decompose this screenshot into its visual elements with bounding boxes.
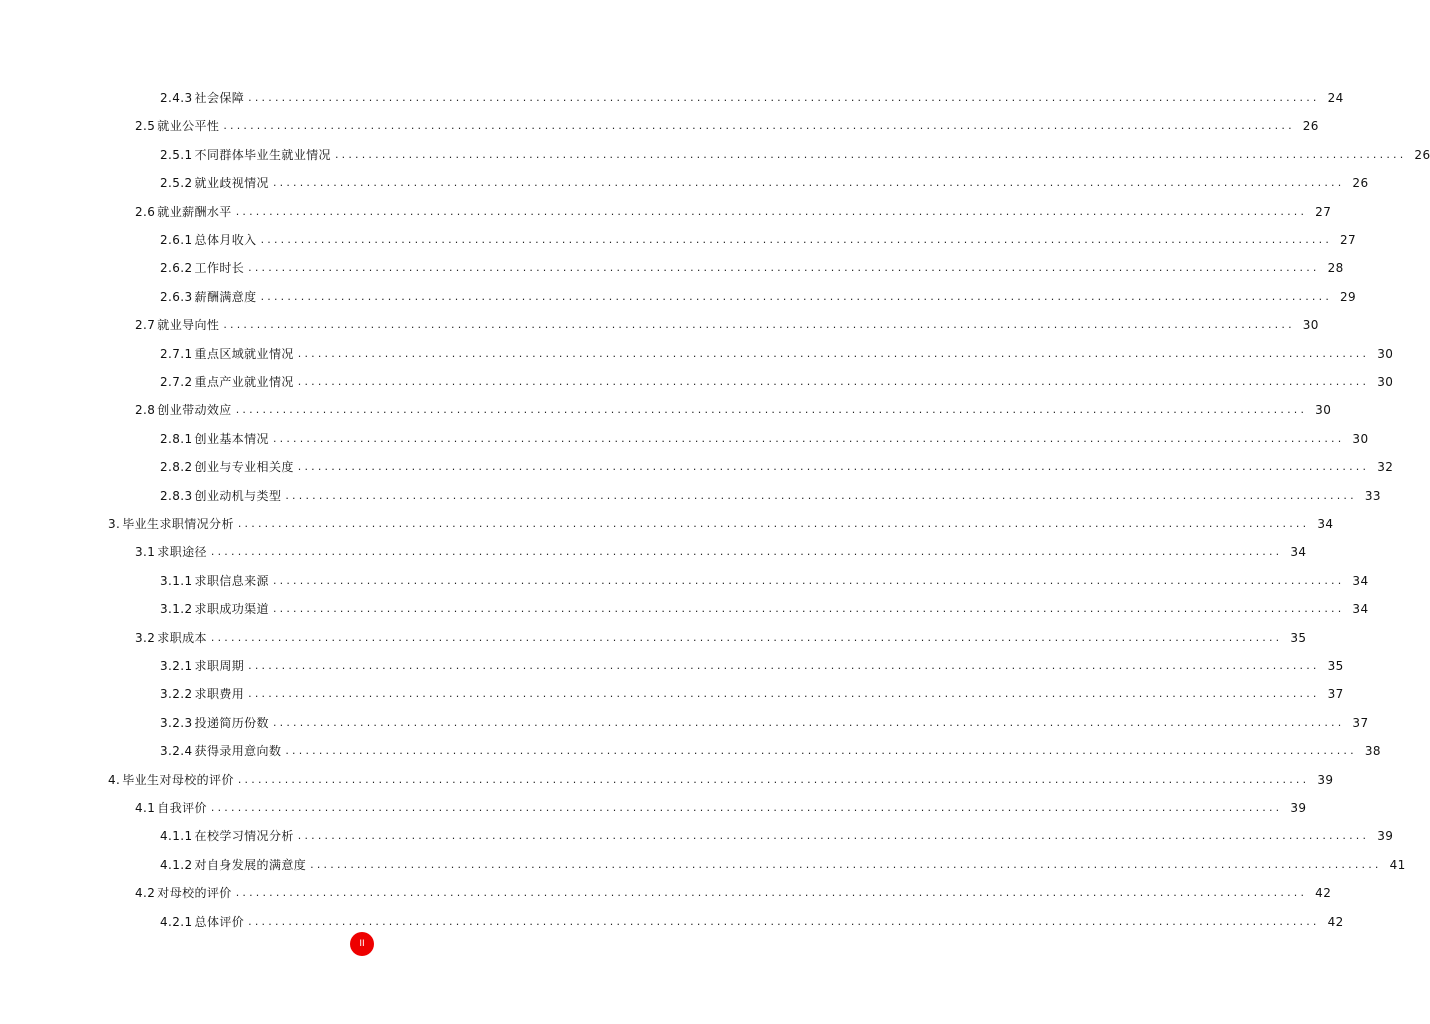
toc-entry[interactable] [160,571,1369,591]
toc-entry[interactable] [160,826,1394,846]
toc-entry[interactable] [108,770,1334,790]
toc-entry-number: 4. [108,772,121,787]
toc-dot-leader: ................................................................................................................................................................ [235,204,1308,218]
toc-dot-leader: ................................................................................................................................................................ [272,573,1345,587]
toc-entry-title: 创业动机与类型 [194,488,282,503]
toc-dot-leader: ................................................................................................................................................................ [235,886,1308,900]
toc-entry-title: 在校学习情况分析 [194,829,294,844]
toc-entry-number: 3. [108,517,121,531]
toc-entry-page: 33 [1364,488,1381,503]
toc-entry-number: 4.1 [135,801,156,815]
toc-entry[interactable] [160,258,1344,278]
toc-entry-number: 2.8 [135,403,156,418]
toc-entry-title: 就业薪酬水平 [157,204,232,219]
toc-entry[interactable] [135,202,1332,222]
toc-entry[interactable] [160,372,1394,392]
toc-dot-leader: ................................................................................................................................................................ [297,460,1370,474]
toc-entry-number: 2.8.1 [160,431,193,446]
toc-dot-leader: ................................................................................................................................................................ [260,233,1333,246]
toc-dot-leader: ................................................................................................................................................................ [223,318,1295,332]
toc-entry[interactable] [160,656,1344,676]
toc-entry[interactable] [160,173,1369,193]
toc-entry-number: 2.7.1 [160,346,193,361]
toc-entry[interactable] [135,315,1319,335]
toc-entry-number: 2.8.3 [160,488,193,503]
toc-entry-page: 34 [1352,573,1369,588]
toc-entry-page: 30 [1377,375,1394,389]
toc-entry-number: 2.6.2 [160,261,193,276]
toc-entry-number: 2.8.2 [160,460,193,475]
toc-dot-leader: ................................................................................................................................................................ [285,488,1357,502]
toc-entry-title: 创业基本情况 [194,431,269,446]
toc-entry-page: 39 [1290,801,1307,815]
toc-dot-leader: ................................................................................................................................................................ [248,261,1320,275]
toc-dot-leader: ................................................................................................................................................................ [237,772,1310,786]
toc-entry-page: 37 [1352,715,1369,730]
toc-entry-title: 毕业生求职情况分析 [122,517,234,531]
toc-entry-page: 28 [1327,261,1344,276]
toc-entry[interactable] [135,400,1332,420]
toc-dot-leader: ................................................................................................................................................................ [297,375,1370,388]
toc-entry-page: 30 [1352,431,1369,446]
toc-entry-number: 2.6 [135,204,156,219]
toc-entry-page: 26 [1414,147,1430,162]
toc-entry-page: 39 [1377,829,1394,844]
toc-entry-title: 薪酬满意度 [194,289,257,304]
toc-entry[interactable] [160,855,1406,875]
toc-dot-leader: ................................................................................................................................................................ [272,431,1345,445]
toc-entry-number: 3.2.3 [160,715,193,730]
toc-entry-title: 对母校的评价 [157,886,232,901]
toc-dot-leader: ................................................................................................................................................................ [260,289,1333,303]
toc-dot-leader: ................................................................................................................................................................ [248,659,1320,672]
toc-dot-leader: ................................................................................................................................................................ [210,630,1283,644]
toc-dot-leader: ................................................................................................................................................................ [334,147,1407,161]
toc-entry-title: 求职费用 [194,687,245,702]
toc-entry-page: 34 [1352,602,1369,617]
toc-entry-page: 30 [1315,403,1332,418]
toc-entry-title: 投递简历份数 [194,715,269,730]
toc-entry[interactable] [108,514,1334,534]
toc-entry-page: 26 [1352,176,1369,191]
toc-entry-title: 自我评价 [157,801,207,815]
toc-dot-leader: ................................................................................................................................................................ [297,346,1370,360]
toc-entry-page: 34 [1317,517,1334,531]
toc-entry-number: 4.1.1 [160,829,193,844]
toc-entry-number: 3.2.2 [160,687,193,702]
toc-entry-title: 对自身发展的满意度 [194,857,307,872]
toc-dot-leader: ................................................................................................................................................................ [272,602,1345,616]
toc-dot-leader: ................................................................................................................................................................ [210,545,1283,559]
toc-entry-page: 32 [1377,460,1394,475]
toc-entry[interactable] [135,798,1307,818]
toc-entry-number: 2.7.2 [160,375,193,389]
toc-entry[interactable] [160,145,1430,165]
toc-entry-title: 总体月收入 [194,233,257,247]
toc-entry-title: 就业歧视情况 [194,176,269,191]
toc-entry[interactable] [160,713,1369,733]
toc-entry[interactable] [160,457,1394,477]
toc-entry-page: 34 [1290,545,1307,560]
toc-entry-title: 社会保障 [194,91,245,105]
toc-entry-number: 2.5.1 [160,147,193,162]
toc-entry-number: 4.2.1 [160,914,193,929]
toc-entry-title: 创业带动效应 [157,403,232,418]
toc-entry-page: 42 [1327,914,1344,929]
toc-dot-leader: ................................................................................................................................................................ [285,744,1357,758]
toc-entry-number: 3.1.2 [160,602,193,617]
toc-dot-leader: ................................................................................................................................................................ [272,176,1345,190]
toc-entry-number: 3.1 [135,545,156,560]
toc-entry-title: 重点产业就业情况 [194,375,294,389]
toc-entry-title: 求职信息来源 [194,573,269,588]
toc-entry[interactable] [160,741,1381,761]
toc-entry-number: 3.1.1 [160,573,193,588]
toc-entry[interactable] [135,883,1332,903]
toc-dot-leader: ................................................................................................................................................................ [248,687,1320,701]
toc-entry-title: 求职周期 [194,659,245,673]
toc-entry-number: 2.6.1 [160,233,193,247]
toc-entry-page: 30 [1302,318,1319,333]
toc-entry-page: 26 [1302,119,1319,134]
toc-entry-page: 38 [1364,744,1381,759]
toc-dot-leader: ................................................................................................................................................................ [235,403,1308,417]
toc-entry-title: 求职成功渠道 [194,602,269,617]
toc-entry-page: 42 [1315,886,1332,901]
toc-entry-number: 2.4.3 [160,91,193,105]
toc-entry[interactable] [135,116,1319,136]
toc-entry[interactable] [160,912,1344,932]
toc-entry-page: 41 [1389,857,1406,872]
toc-entry[interactable] [160,344,1394,364]
toc-dot-leader: ................................................................................................................................................................ [248,914,1320,928]
toc-dot-leader: ................................................................................................................................................................ [210,801,1283,814]
toc-entry-title: 获得录用意向数 [194,744,282,759]
toc-entry-title: 就业导向性 [157,318,220,333]
toc-entry-number: 2.5 [135,119,156,134]
toc-entry[interactable] [135,542,1307,562]
toc-entry-number: 4.2 [135,886,156,901]
toc-dot-leader: ................................................................................................................................................................ [297,829,1370,843]
toc-entry-title: 求职成本 [157,630,207,645]
toc-entry-title: 毕业生对母校的评价 [122,772,234,787]
toc-entry-number: 4.1.2 [160,857,193,872]
toc-dot-leader: ................................................................................................................................................................ [223,119,1295,133]
toc-dot-leader: ................................................................................................................................................................ [248,91,1320,104]
toc-entry-number: 2.6.3 [160,289,193,304]
toc-dot-leader: ................................................................................................................................................................ [237,517,1310,530]
toc-entry-number: 3.2.4 [160,744,193,759]
toc-entry-number: 3.2 [135,630,156,645]
toc-dot-leader: ................................................................................................................................................................ [310,857,1382,871]
toc-dot-leader: ................................................................................................................................................................ [272,715,1345,729]
toc-entry-page: 35 [1290,630,1307,645]
toc-entry[interactable] [160,230,1357,250]
toc-entry-page: 39 [1317,772,1334,787]
toc-entry-number: 2.7 [135,318,156,333]
toc-entry-number: 3.2.1 [160,659,193,673]
toc-entry-title: 工作时长 [194,261,245,276]
toc-entry-page: 27 [1315,204,1332,219]
toc-entry[interactable] [135,628,1307,648]
toc-entry-page: 27 [1340,233,1357,247]
toc-entry-page: 29 [1340,289,1357,304]
toc-entry[interactable] [160,287,1357,307]
toc-entry-title: 求职途径 [157,545,207,560]
page-number-badge: II [350,932,374,956]
toc-entry-page: 35 [1327,659,1344,673]
toc-entry-title: 不同群体毕业生就业情况 [194,147,331,162]
toc-entry-title: 重点区域就业情况 [194,346,294,361]
toc-entry-page: 24 [1327,91,1344,105]
toc-entry[interactable] [160,88,1344,108]
toc-entry[interactable] [160,599,1369,619]
toc-entry-number: 2.5.2 [160,176,193,191]
toc-entry[interactable] [160,684,1344,704]
toc-entry-page: 37 [1327,687,1344,702]
toc-entry-title: 总体评价 [194,914,245,929]
toc-entry[interactable] [160,486,1381,506]
toc-entry-title: 就业公平性 [157,119,220,134]
toc-entry[interactable] [160,429,1369,449]
toc-entry-page: 30 [1377,346,1394,361]
toc-entry-title: 创业与专业相关度 [194,460,294,475]
